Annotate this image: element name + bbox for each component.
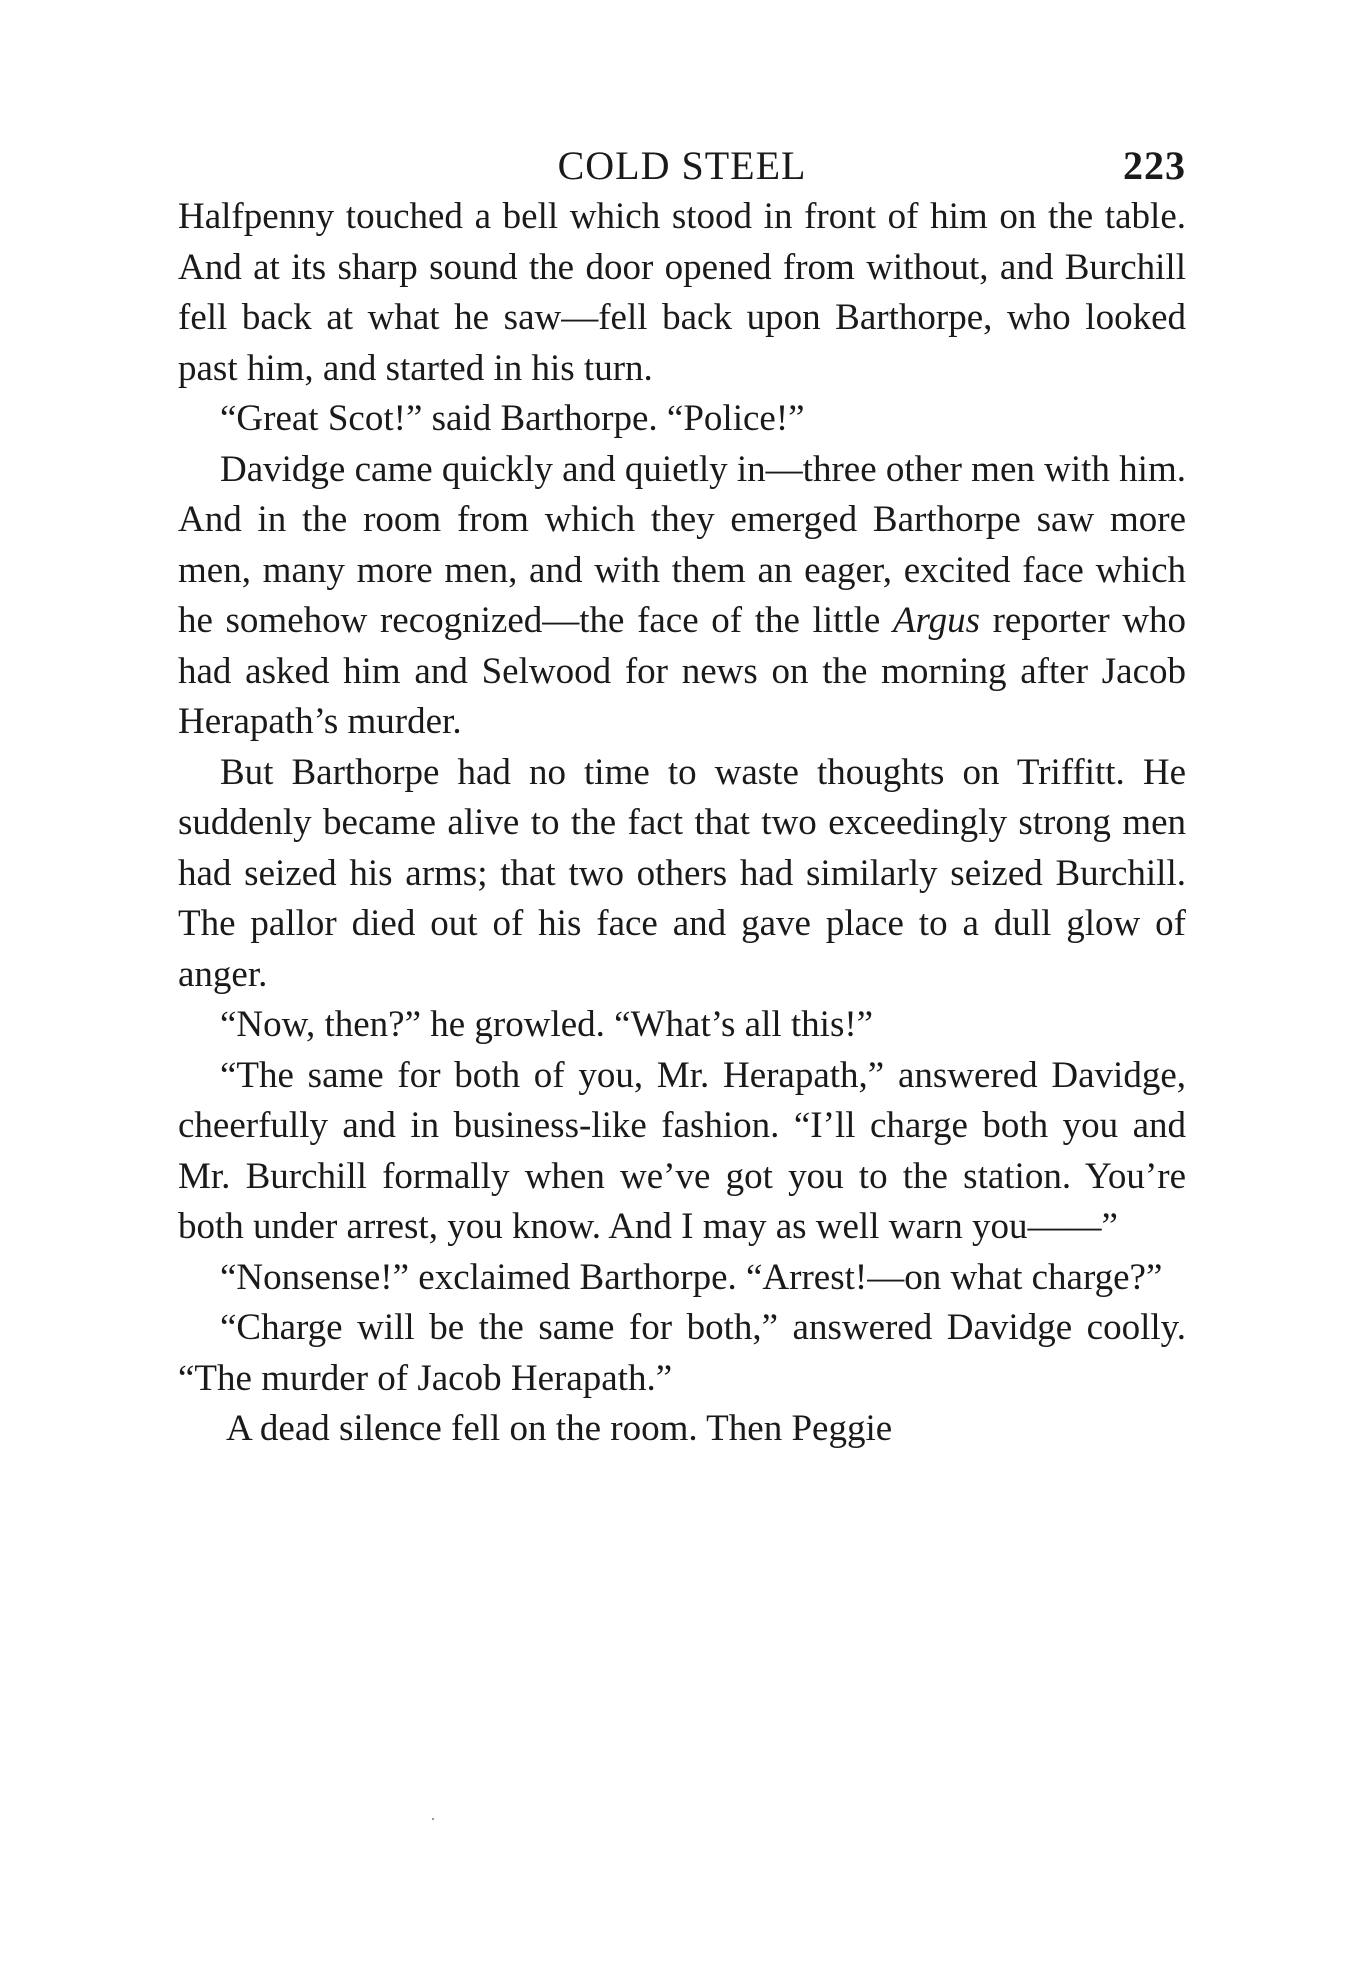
paragraph-3-text-a: Davidge came quickly and quietly in—three other men with him. And in the room from which they emerged Barthorpe saw more men, many more men, and with them an eager, excited face which he somehow recognized—the face of the little xyxy=(178,448,1186,641)
paragraph-3-italic-argus: Argus xyxy=(892,600,980,641)
page-number: 223 xyxy=(1123,143,1186,188)
print-speck xyxy=(432,1818,434,1820)
running-title: COLD STEEL xyxy=(557,143,807,188)
paragraph-4: But Barthorpe had no time to waste thoughts on Triffitt. He suddenly became alive to the fact that two exceedingly strong men had seized his arms; that two others had similarly seized Burchill. The pallor died out of his face and gave place to a dull glow of anger. xyxy=(178,751,1186,995)
paragraph-3 xyxy=(178,445,1186,748)
paragraph-2: “Great Scot!” said Barthorpe. “Police!” xyxy=(220,398,805,439)
book-page xyxy=(178,138,1186,1455)
running-head xyxy=(178,138,1186,198)
paragraph-9: A dead silence fell on the room. Then Peggie xyxy=(226,1408,893,1449)
paragraph-5: “Now, then?” he growled. “What’s all this!” xyxy=(220,1004,874,1045)
paragraph-6: “The same for both of you, Mr. Herapath,” answered Davidge, cheerfully and in business-like fashion. “I’ll charge both you and Mr. Burchill formally when we’ve got you to the station. You’re both under arrest, you know. And I may as well warn you——” xyxy=(178,1054,1186,1247)
paragraph-8: “Charge will be the same for both,” answered Davidge coolly. “The murder of Jacob Herapath.” xyxy=(178,1307,1186,1399)
paragraph-7: “Nonsense!” exclaimed Barthorpe. “Arrest!—on what charge?” xyxy=(220,1256,1163,1298)
body-text xyxy=(178,192,1186,1455)
paragraph-3-text-b: reporter who had asked him and Selwood for news on the morning after Jacob Herapath’s murder. xyxy=(178,600,1186,742)
paragraph-1: Halfpenny touched a bell which stood in front of him on the table. And at its sharp sound the door opened from without, and Burchill fell back at what he saw—fell back upon Barthorpe, who looked past him, and started in his turn. xyxy=(178,196,1186,389)
